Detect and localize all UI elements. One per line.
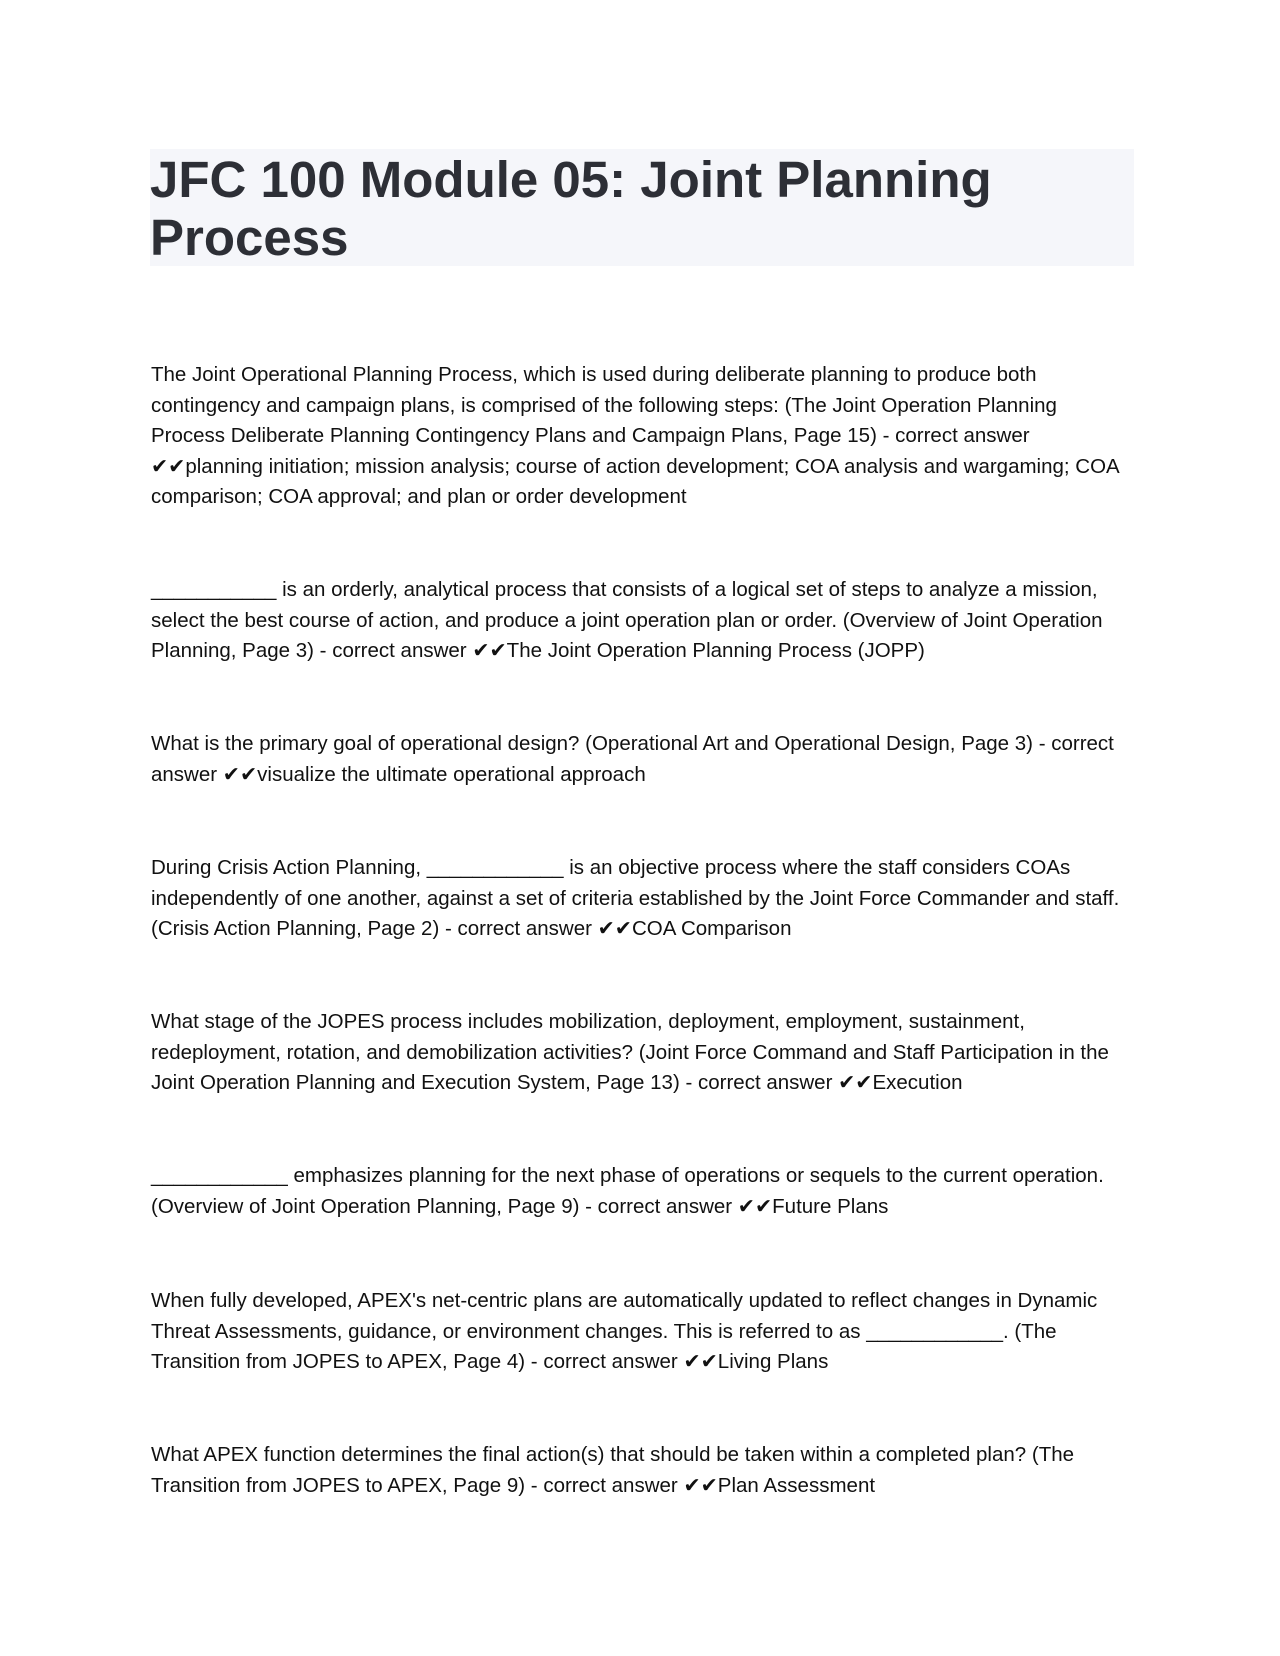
qa-item: ____________ emphasizes planning for the next phase of operations or sequels to the current operation. (Overview of Joint Operation Planning, Page 9) - correct answer ✔✔Future Plans (151, 1164, 1104, 1218)
title-block (150, 149, 1134, 266)
qa-item: What APEX function determines the final action(s) that should be taken within a completed plan? (The Transition from JOPES to APEX, Page 9) - correct answer ✔✔Plan Assessment (151, 1443, 1075, 1497)
qa-item: What stage of the JOPES process includes mobilization, deployment, employment, sustainment, redeployment, rotation, and demobilization activities? (Joint Force Command and Staff Participation in the Joint Operation Planning and Execution System, Page 13) - correct answer ✔✔Execution (151, 1010, 1109, 1094)
qa-item: When fully developed, APEX's net-centric plans are automatically updated to reflect changes in Dynamic Threat Assessments, guidance, or environment changes. This is referred to as ____________. (The Transition from JOPES to APEX, Page 4) - correct answer ✔✔Living Plans (151, 1289, 1098, 1373)
qa-item: What is the primary goal of operational design? (Operational Art and Operational Design, Page 3) - correct answer ✔✔visualize the ultimate operational approach (151, 732, 1114, 786)
qa-item: ___________ is an orderly, analytical process that consists of a logical set of steps to analyze a mission, select the best course of action, and produce a joint operation plan or order. (Overview of Joint Operation Planning, Page 3) - correct answer ✔✔The Joint Operation Planning Process (JOPP) (151, 578, 1103, 662)
qa-item: During Crisis Action Planning, ____________ is an objective process where the staff considers COAs independently of one another, against a set of criteria established by the Joint Force Commander and staff. (Crisis Action Planning, Page 2) - correct answer ✔✔COA Comparison (151, 856, 1120, 940)
qa-item: The Joint Operational Planning Process, which is used during deliberate planning to produce both contingency and campaign plans, is comprised of the following steps: (The Joint Operation Planning Process Deliberate Planning Contingency Plans and Campaign Plans, Page 15) - correct answer ✔✔planning initiation; mission analysis; course of action development; COA analysis and wargaming; COA comparison; COA approval; and plan or order development (151, 363, 1119, 508)
page-title: JFC 100 Module 05: Joint Planning Process (150, 151, 992, 266)
